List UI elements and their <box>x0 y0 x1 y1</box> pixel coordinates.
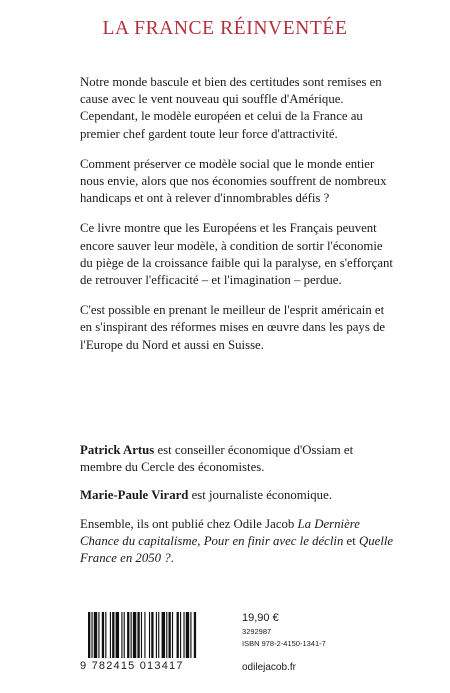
author-2 <box>80 487 398 504</box>
blurb <box>80 74 398 367</box>
price: 19,90 € <box>242 612 279 624</box>
barcode-bar <box>110 612 111 658</box>
barcode-bar <box>131 612 132 658</box>
barcode-bar <box>172 612 173 658</box>
previous-book-1: La Dernière Chance du capitalisme <box>80 516 360 548</box>
barcode-bar <box>190 612 191 658</box>
separator-1: , <box>197 533 204 548</box>
barcode-bar <box>194 612 196 658</box>
barcode-bar <box>91 612 92 658</box>
product-code: 3292987 <box>242 627 272 636</box>
barcode-bar <box>121 612 122 658</box>
final-period: . <box>170 551 174 566</box>
barcode-bar <box>162 612 165 658</box>
barcode-bar <box>180 612 181 658</box>
barcode-bar <box>98 612 99 658</box>
price-block <box>242 612 402 673</box>
previous-books-intro: Ensemble, ils ont publié chez Odile Jacob <box>80 516 298 531</box>
book-title: LA FRANCE RÉINVENTÉE <box>102 18 348 39</box>
author-1 <box>80 442 398 476</box>
blurb-paragraph-1: Notre monde bascule et bien des certitudes sont remises en cause avec le vent nouveau qui souffle d'Amérique. Cependant, le modèle européen et celui de la France au premier chef gardent toute leur force d'attractivité. <box>80 75 382 141</box>
barcode-bar <box>88 612 90 658</box>
barcode-bar <box>186 612 189 658</box>
barcode-bar <box>112 612 114 658</box>
barcode <box>80 612 234 674</box>
isbn: ISBN 978-2-4150-1341-7 <box>242 639 326 648</box>
blurb-paragraph-2: Comment préserver ce modèle social que le monde entier nous envie, alors que nos économies souffrent de nombreux handicaps et ont à relever d'innombrables défis ? <box>80 156 387 206</box>
barcode-bar <box>156 612 157 658</box>
publisher-website: odilejacob.fr <box>242 662 296 673</box>
author-1-bio: est conseiller économique d'Ossiam et membre du Cercle des économistes. <box>80 443 354 475</box>
barcode-bar <box>137 612 139 658</box>
barcode-bar <box>169 612 171 658</box>
previous-books <box>80 516 398 568</box>
barcode-bar <box>105 612 106 658</box>
barcode-bar <box>144 612 145 658</box>
author-notes <box>80 442 398 578</box>
barcode-bar <box>166 612 167 658</box>
barcode-bar <box>158 612 159 658</box>
separator-2: et <box>343 533 359 548</box>
previous-book-3: Quelle France en 2050 ? <box>80 533 394 566</box>
author-1-name: Patrick Artus <box>80 443 155 457</box>
author-2-name: Marie-Paule Virard <box>80 488 189 503</box>
barcode-bar <box>177 612 179 658</box>
barcode-digits: 9 782415 013417 <box>80 660 184 672</box>
barcode-bar <box>102 612 104 658</box>
previous-book-2: Pour en finir avec le déclin <box>203 533 344 548</box>
barcode-bars <box>80 612 234 660</box>
barcode-bar <box>151 612 153 658</box>
barcode-bar <box>116 612 119 658</box>
barcode-bar <box>141 612 142 658</box>
barcode-bar <box>149 612 150 658</box>
blurb-paragraph-3: Ce livre montre que les Européens et les Français peuvent encore sauver leur modèle, à condition de sortir l'économie du piège de la croissance faible qui la paralyse, en s'efforçant de retrouver l'efficacité – et l'imagination – perdue. <box>80 221 393 288</box>
author-2-bio: est journaliste économique. <box>188 488 332 503</box>
barcode-bar <box>124 612 125 658</box>
barcode-bar <box>94 612 97 658</box>
barcode-bar <box>183 612 184 658</box>
barcode-bar <box>127 612 129 658</box>
barcode-bar <box>133 612 136 658</box>
blurb-paragraph-4: C'est possible en prenant le meilleur de l'esprit américain et en s'inspirant des réformes mises en œuvre dans les pays de l'Europe du Nord et aussi en Suisse. <box>80 303 386 352</box>
